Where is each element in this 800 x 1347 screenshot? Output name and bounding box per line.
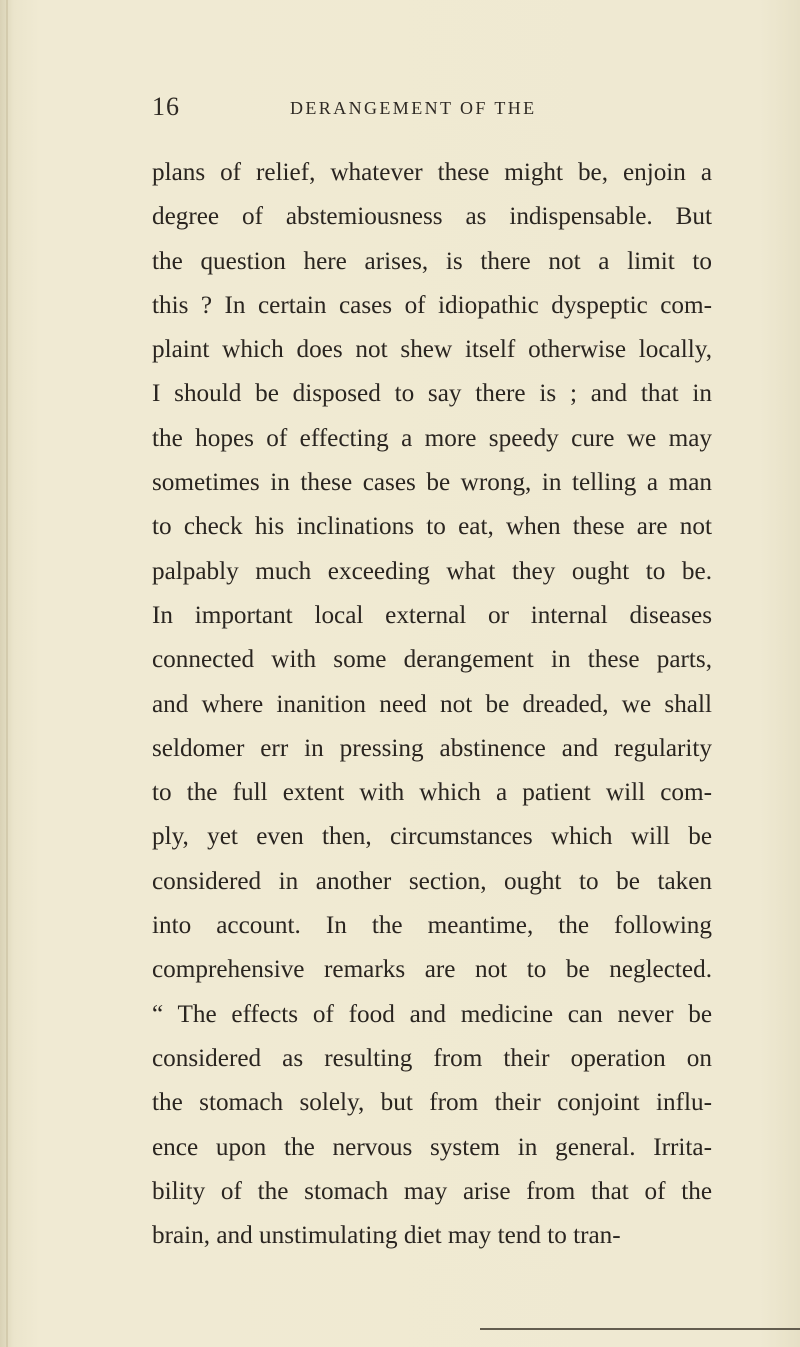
text-line: the hopes of effecting a more speedy cure we may [152,424,712,452]
running-title: DERANGEMENT OF THE [290,98,537,118]
text-line: connected with some derangement in these parts, [152,646,712,674]
text-line: palpably much exceeding what they ought to be. [152,557,712,585]
text-line: comprehensive remarks are not to be neglected. [152,956,712,984]
text-line: the stomach solely, but from their conjoint influ- [152,1089,712,1117]
text-line: the question here arises, is there not a limit to [152,247,712,275]
page-number: 16 [152,92,180,121]
text-line: to the full extent with which a patient will com- [152,779,712,807]
text-line: plaint which does not shew itself otherwise locally, [152,336,712,364]
text-line: brain, and unstimulating diet may tend to tran- [152,1222,621,1250]
page-edge-shadow [480,1328,800,1330]
text-line: seldomer err in pressing abstinence and regularity [152,734,712,762]
text-line: considered in another section, ought to be taken [152,867,712,895]
text-line: and where inanition need not be dreaded, we shall [152,690,712,718]
text-line: I should be disposed to say there is ; and that in [152,380,712,408]
text-line: into account. In the meantime, the following [152,912,712,940]
text-line: plans of relief, whatever these might be, enjoin a [152,159,712,186]
text-line: In important local external or internal diseases [152,601,712,629]
text-line: this ? In certain cases of idiopathic dyspeptic com- [152,291,712,319]
text-line: to check his inclinations to eat, when these are not [152,513,712,541]
body-text [152,151,712,1258]
text-line: sometimes in these cases be wrong, in telling a man [152,469,712,497]
text-line: “ The effects of food and medicine can never be [152,1000,712,1028]
text-line: degree of abstemiousness as indispensable. But [152,203,712,231]
text-line: ply, yet even then, circumstances which will be [152,823,712,851]
binding-gutter [6,0,8,1347]
running-head [152,92,652,128]
text-line: bility of the stomach may arise from that of the [152,1177,712,1205]
text-line: considered as resulting from their operation on [152,1044,712,1072]
text-line: ence upon the nervous system in general. Irrita- [152,1133,712,1161]
